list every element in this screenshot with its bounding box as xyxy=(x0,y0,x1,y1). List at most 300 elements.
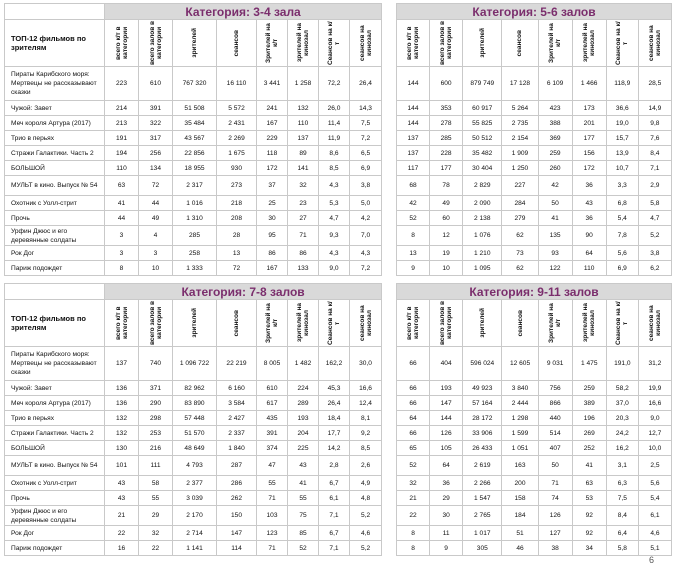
table-row xyxy=(5,441,382,456)
table-row xyxy=(5,246,382,261)
table-cell: 13 xyxy=(217,246,257,261)
table-cell: 36 xyxy=(572,176,606,196)
table-cell: 172 xyxy=(257,161,288,176)
table-cell: 26,0 xyxy=(319,101,350,116)
table-cell: 7,1 xyxy=(319,541,350,556)
table-cell: 144 xyxy=(430,411,463,426)
table-cell: 156 xyxy=(572,146,606,161)
table-cell: 13 xyxy=(397,246,430,261)
table-cell: 33 906 xyxy=(463,426,502,441)
table-cell: 6,3 xyxy=(606,476,638,491)
table-cell: 9 xyxy=(397,261,430,276)
table-cell: 290 xyxy=(139,396,173,411)
table-cell: 14,3 xyxy=(350,101,382,116)
table-cell: 3,8 xyxy=(638,246,671,261)
table-cell: 600 xyxy=(430,67,463,101)
table-cell: 58 xyxy=(139,476,173,491)
table-cell: 86 xyxy=(257,246,288,261)
table-cell: 6,9 xyxy=(606,261,638,276)
table-cell: 756 xyxy=(538,381,572,396)
table-row xyxy=(397,226,672,246)
table-cell: 144 xyxy=(397,67,430,101)
table-cell: 144 xyxy=(397,101,430,116)
column-header: зрителей xyxy=(173,20,217,67)
table-cell: 85 xyxy=(288,526,319,541)
table-cell: 36,6 xyxy=(606,101,638,116)
table-cell: 71 xyxy=(257,541,288,556)
table-cell: 4 xyxy=(139,226,173,246)
table-cell: 16,6 xyxy=(350,381,382,396)
table-cell: 62 xyxy=(502,226,538,246)
table-cell: 43 xyxy=(288,456,319,476)
table-cell: 30,0 xyxy=(350,347,382,381)
table-cell: 6,1 xyxy=(638,506,671,526)
table-cell: 2 269 xyxy=(217,131,257,146)
table-cell: 132 xyxy=(105,411,139,426)
table-cell: 72 xyxy=(217,261,257,276)
table-cell: 65 xyxy=(397,441,430,456)
table-cell: 2,6 xyxy=(350,456,382,476)
table-cell: 353 xyxy=(430,101,463,116)
table-cell: 12 605 xyxy=(502,347,538,381)
table-cell: 879 749 xyxy=(463,67,502,101)
column-header: Зрителей на к/т xyxy=(538,20,572,67)
data-table xyxy=(396,3,672,276)
table-cell: 740 xyxy=(139,347,173,381)
table-cell: 86 xyxy=(288,246,319,261)
table-cell: 18,4 xyxy=(319,411,350,426)
table-cell: 172 xyxy=(572,161,606,176)
table-cell: 4,3 xyxy=(319,176,350,196)
table-cell: 89 xyxy=(288,146,319,161)
table-cell: 68 xyxy=(397,176,430,196)
table-cell: 14,9 xyxy=(638,101,671,116)
table-cell: 2 444 xyxy=(502,396,538,411)
table-row xyxy=(5,261,382,276)
table-cell: 37,0 xyxy=(606,396,638,411)
table-cell: 22 xyxy=(397,506,430,526)
table-cell: 389 xyxy=(572,396,606,411)
table-cell: 45,3 xyxy=(319,381,350,396)
table-cell: 60 917 xyxy=(463,101,502,116)
table-cell: 224 xyxy=(288,381,319,396)
table-cell: 47 xyxy=(257,456,288,476)
table-cell: 322 xyxy=(139,116,173,131)
table-cell: 287 xyxy=(217,456,257,476)
table-cell: 41 xyxy=(288,476,319,491)
table-cell: 11,4 xyxy=(319,116,350,131)
table-cell: 53 xyxy=(572,491,606,506)
table-row xyxy=(5,131,382,146)
table-cell: 6,9 xyxy=(350,161,382,176)
table-cell: 44 xyxy=(139,196,173,211)
table-cell: 8,5 xyxy=(319,161,350,176)
table-cell: 22 xyxy=(105,526,139,541)
film-title: Трио в перьях xyxy=(5,411,105,426)
table-cell: 92 xyxy=(572,526,606,541)
film-title: Рок Дог xyxy=(5,526,105,541)
table-row xyxy=(397,67,672,101)
table-cell: 55 xyxy=(139,491,173,506)
table-cell: 28 xyxy=(217,226,257,246)
table-cell: 4,3 xyxy=(319,246,350,261)
table-cell: 7,6 xyxy=(638,131,671,146)
table-cell: 8 005 xyxy=(257,347,288,381)
table-cell: 16 110 xyxy=(217,67,257,101)
table-cell: 78 xyxy=(430,176,463,196)
table-cell: 6,7 xyxy=(319,526,350,541)
table-row xyxy=(397,176,672,196)
table-cell: 14,2 xyxy=(319,441,350,456)
table-cell: 62 xyxy=(502,261,538,276)
table-cell: 1 076 xyxy=(463,226,502,246)
table-cell: 123 xyxy=(257,526,288,541)
table-cell: 260 xyxy=(538,161,572,176)
table-cell: 6,8 xyxy=(606,196,638,211)
table-cell: 66 xyxy=(397,381,430,396)
table-cell: 5 264 xyxy=(502,101,538,116)
table-cell: 196 xyxy=(572,411,606,426)
table-row xyxy=(397,196,672,211)
table-cell: 43 xyxy=(105,476,139,491)
table-cell: 11,9 xyxy=(319,131,350,146)
table-cell: 1 475 xyxy=(572,347,606,381)
table-cell: 305 xyxy=(463,541,502,556)
table-cell: 42 xyxy=(397,196,430,211)
table-row xyxy=(397,101,672,116)
table-cell: 25 xyxy=(257,196,288,211)
table-cell: 3,8 xyxy=(350,176,382,196)
table-cell: 177 xyxy=(572,131,606,146)
table-row xyxy=(397,491,672,506)
table-cell: 7,2 xyxy=(350,131,382,146)
table-cell: 1 909 xyxy=(502,146,538,161)
table-cell: 184 xyxy=(502,506,538,526)
table-cell: 1 250 xyxy=(502,161,538,176)
table-cell: 51 508 xyxy=(173,101,217,116)
table-cell: 391 xyxy=(257,426,288,441)
table-cell: 2,8 xyxy=(319,456,350,476)
table-cell: 258 xyxy=(173,246,217,261)
table-cell: 5,1 xyxy=(638,541,671,556)
film-title: Чужой: Завет xyxy=(5,381,105,396)
table-cell: 7,5 xyxy=(606,491,638,506)
table-cell: 71 xyxy=(257,491,288,506)
table-cell: 2 154 xyxy=(502,131,538,146)
film-title: Пираты Карибского моря: Мертвецы не рассказывают сказки xyxy=(5,67,105,101)
table-cell: 43 567 xyxy=(173,131,217,146)
column-header: Сеансов на к/т xyxy=(606,20,638,67)
table-cell: 19 xyxy=(430,246,463,261)
table-cell: 16,2 xyxy=(606,441,638,456)
table-cell: 141 xyxy=(288,161,319,176)
column-header: Сеансов на к/т xyxy=(319,300,350,347)
table-cell: 136 xyxy=(105,396,139,411)
table-cell: 6,2 xyxy=(638,261,671,276)
table-cell: 58,2 xyxy=(606,381,638,396)
table-cell: 610 xyxy=(257,381,288,396)
column-header: Зрителей на к/т xyxy=(538,300,572,347)
table-cell: 1 141 xyxy=(173,541,217,556)
table-row xyxy=(5,67,382,101)
table-cell: 5,8 xyxy=(638,196,671,211)
column-header: всего залов в категории xyxy=(139,20,173,67)
table-cell: 2,5 xyxy=(638,456,671,476)
table-cell: 177 xyxy=(430,161,463,176)
table-cell: 208 xyxy=(217,211,257,226)
table-cell: 66 xyxy=(397,396,430,411)
table-cell: 103 xyxy=(257,506,288,526)
table-cell: 4,9 xyxy=(350,476,382,491)
table-cell: 204 xyxy=(288,426,319,441)
table-cell: 22 219 xyxy=(217,347,257,381)
film-title: Пираты Карибского моря: Мертвецы не рассказывают сказки xyxy=(5,347,105,381)
film-title: БОЛЬШОЙ xyxy=(5,161,105,176)
table-cell: 118 xyxy=(257,146,288,161)
table-cell: 52 xyxy=(397,456,430,476)
table-cell: 31,2 xyxy=(638,347,671,381)
table-cell: 3 584 xyxy=(217,396,257,411)
table-cell: 55 825 xyxy=(463,116,502,131)
column-header: Сеансов на к/т xyxy=(606,300,638,347)
table-cell: 10,7 xyxy=(606,161,638,176)
table-cell: 162,2 xyxy=(319,347,350,381)
table-cell: 2 317 xyxy=(173,176,217,196)
table-cell: 2 714 xyxy=(173,526,217,541)
table-cell: 32 xyxy=(288,176,319,196)
table-cell: 1 310 xyxy=(173,211,217,226)
category-header: Категория: 5-6 залов xyxy=(397,4,672,20)
table-cell: 228 xyxy=(430,146,463,161)
table-cell: 11 xyxy=(430,526,463,541)
table-cell: 150 xyxy=(217,506,257,526)
table-cell: 374 xyxy=(257,441,288,456)
table-7-8-halls xyxy=(4,283,381,556)
table-cell: 253 xyxy=(139,426,173,441)
table-cell: 12,4 xyxy=(350,396,382,411)
table-row xyxy=(5,146,382,161)
table-cell: 2 829 xyxy=(463,176,502,196)
table-cell: 41 xyxy=(105,196,139,211)
table-cell: 21 xyxy=(397,491,430,506)
data-table xyxy=(396,283,672,556)
column-header: Сеансов на к/т xyxy=(319,20,350,67)
table-row xyxy=(5,411,382,426)
table-cell: 28,5 xyxy=(638,67,671,101)
category-header: Категория: 3-4 зала xyxy=(105,4,382,20)
table-cell: 5,2 xyxy=(638,226,671,246)
table-cell: 72,2 xyxy=(319,67,350,101)
table-row xyxy=(397,526,672,541)
table-cell: 132 xyxy=(288,101,319,116)
table-cell: 137 xyxy=(397,131,430,146)
column-header: всего к/т в категории xyxy=(397,20,430,67)
table-cell: 1 547 xyxy=(463,491,502,506)
table-cell: 126 xyxy=(538,506,572,526)
category-header: Категория: 7-8 залов xyxy=(105,284,382,300)
table-cell: 4,7 xyxy=(638,211,671,226)
category-header: Категория: 9-11 залов xyxy=(397,284,672,300)
film-title: МУЛЬТ в кино. Выпуск № 54 xyxy=(5,456,105,476)
table-cell: 9,0 xyxy=(319,261,350,276)
table-row xyxy=(397,146,672,161)
table-cell: 19,9 xyxy=(638,381,671,396)
table-cell: 1 016 xyxy=(173,196,217,211)
film-title: Рок Дог xyxy=(5,246,105,261)
table-cell: 5,6 xyxy=(606,246,638,261)
table-cell: 167 xyxy=(257,116,288,131)
table-row xyxy=(397,476,672,491)
table-cell: 36 xyxy=(430,476,463,491)
table-cell: 4,2 xyxy=(350,211,382,226)
table-cell: 2 337 xyxy=(217,426,257,441)
table-cell: 163 xyxy=(502,456,538,476)
table-row xyxy=(397,161,672,176)
table-cell: 122 xyxy=(538,261,572,276)
table-cell: 12,7 xyxy=(638,426,671,441)
table-cell: 289 xyxy=(288,396,319,411)
film-title: Прочь xyxy=(5,491,105,506)
table-cell: 4 793 xyxy=(173,456,217,476)
film-title: БОЛЬШОЙ xyxy=(5,441,105,456)
table-cell: 388 xyxy=(538,116,572,131)
film-title: Стражи Галактики. Часть 2 xyxy=(5,146,105,161)
table-cell: 1 298 xyxy=(502,411,538,426)
table-row xyxy=(5,101,382,116)
data-table xyxy=(4,283,382,556)
table-cell: 135 xyxy=(538,226,572,246)
table-cell: 147 xyxy=(430,396,463,411)
table-cell: 2 765 xyxy=(463,506,502,526)
table-cell: 9,8 xyxy=(638,116,671,131)
column-header: Зрителей на к/т xyxy=(257,300,288,347)
table-cell: 193 xyxy=(430,381,463,396)
table-cell: 147 xyxy=(217,526,257,541)
table-row xyxy=(397,211,672,226)
table-cell: 2 266 xyxy=(463,476,502,491)
table-cell: 1 258 xyxy=(288,67,319,101)
column-header: сеансов на кинозал xyxy=(638,20,671,67)
table-cell: 1 096 722 xyxy=(173,347,217,381)
table-cell: 55 xyxy=(257,476,288,491)
table-cell: 17 128 xyxy=(502,67,538,101)
table-cell: 105 xyxy=(430,441,463,456)
table-cell: 49 923 xyxy=(463,381,502,396)
table-row xyxy=(397,261,672,276)
table-cell: 26,4 xyxy=(350,67,382,101)
table-cell: 2 427 xyxy=(217,411,257,426)
table-cell: 90 xyxy=(572,226,606,246)
table-cell: 9,0 xyxy=(638,411,671,426)
table-cell: 259 xyxy=(572,381,606,396)
table-cell: 23 xyxy=(288,196,319,211)
table-cell: 30 xyxy=(430,506,463,526)
table-row xyxy=(5,396,382,411)
table-cell: 191 xyxy=(105,131,139,146)
table-cell: 191,0 xyxy=(606,347,638,381)
table-row xyxy=(397,131,672,146)
table-cell: 30 404 xyxy=(463,161,502,176)
table-cell: 18 955 xyxy=(173,161,217,176)
table-cell: 34 xyxy=(572,541,606,556)
table-cell: 117 xyxy=(397,161,430,176)
table-cell: 3,3 xyxy=(606,176,638,196)
table-cell: 391 xyxy=(139,101,173,116)
table-cell: 144 xyxy=(397,116,430,131)
table-cell: 173 xyxy=(572,101,606,116)
table-cell: 435 xyxy=(257,411,288,426)
table-row xyxy=(397,116,672,131)
table-cell: 50 xyxy=(538,456,572,476)
table-cell: 3,1 xyxy=(606,456,638,476)
table-5-6-halls xyxy=(396,3,672,276)
table-cell: 5,2 xyxy=(350,541,382,556)
table-cell: 2 090 xyxy=(463,196,502,211)
table-cell: 6,7 xyxy=(319,476,350,491)
table-cell: 63 xyxy=(572,476,606,491)
table-row xyxy=(397,246,672,261)
table-cell: 36 xyxy=(572,211,606,226)
table-cell: 114 xyxy=(217,541,257,556)
table-cell: 201 xyxy=(572,116,606,131)
table-cell: 43 xyxy=(572,196,606,211)
table-row xyxy=(5,541,382,556)
table-title: ТОП-12 фильмов по зрителям xyxy=(5,300,105,347)
table-cell: 273 xyxy=(217,176,257,196)
table-cell: 9,3 xyxy=(319,226,350,246)
table-cell: 7,1 xyxy=(638,161,671,176)
table-cell: 2 735 xyxy=(502,116,538,131)
table-cell: 1 599 xyxy=(502,426,538,441)
column-header: Зрителей на к/т xyxy=(257,20,288,67)
column-header: зрителей на кинозал xyxy=(288,20,319,67)
table-cell: 369 xyxy=(538,131,572,146)
table-cell: 225 xyxy=(288,441,319,456)
table-cell: 5,6 xyxy=(638,476,671,491)
table-cell: 73 xyxy=(502,246,538,261)
table-cell: 423 xyxy=(538,101,572,116)
table-cell: 46 xyxy=(502,541,538,556)
table-cell: 259 xyxy=(538,146,572,161)
table-cell: 42 xyxy=(538,176,572,196)
table-row xyxy=(397,411,672,426)
table-cell: 5,4 xyxy=(638,491,671,506)
table-cell: 8,4 xyxy=(638,146,671,161)
film-title: Меч короля Артура (2017) xyxy=(5,396,105,411)
table-cell: 32 xyxy=(139,526,173,541)
table-row xyxy=(5,176,382,196)
table-cell: 57 164 xyxy=(463,396,502,411)
table-cell: 514 xyxy=(538,426,572,441)
column-header: всего залов в категории xyxy=(430,20,463,67)
table-cell: 136 xyxy=(105,381,139,396)
column-header: зрителей xyxy=(463,300,502,347)
column-header: всего залов в категории xyxy=(139,300,173,347)
table-cell: 6,5 xyxy=(350,146,382,161)
table-row xyxy=(5,426,382,441)
table-cell: 9 xyxy=(430,541,463,556)
column-header: сеансов на кинозал xyxy=(350,300,382,347)
table-cell: 278 xyxy=(430,116,463,131)
table-row xyxy=(5,161,382,176)
table-cell: 596 024 xyxy=(463,347,502,381)
data-table xyxy=(4,3,382,276)
column-header: зрителей на кинозал xyxy=(572,300,606,347)
table-cell: 110 xyxy=(288,116,319,131)
table-cell: 285 xyxy=(430,131,463,146)
table-cell: 286 xyxy=(217,476,257,491)
table-cell: 440 xyxy=(538,411,572,426)
